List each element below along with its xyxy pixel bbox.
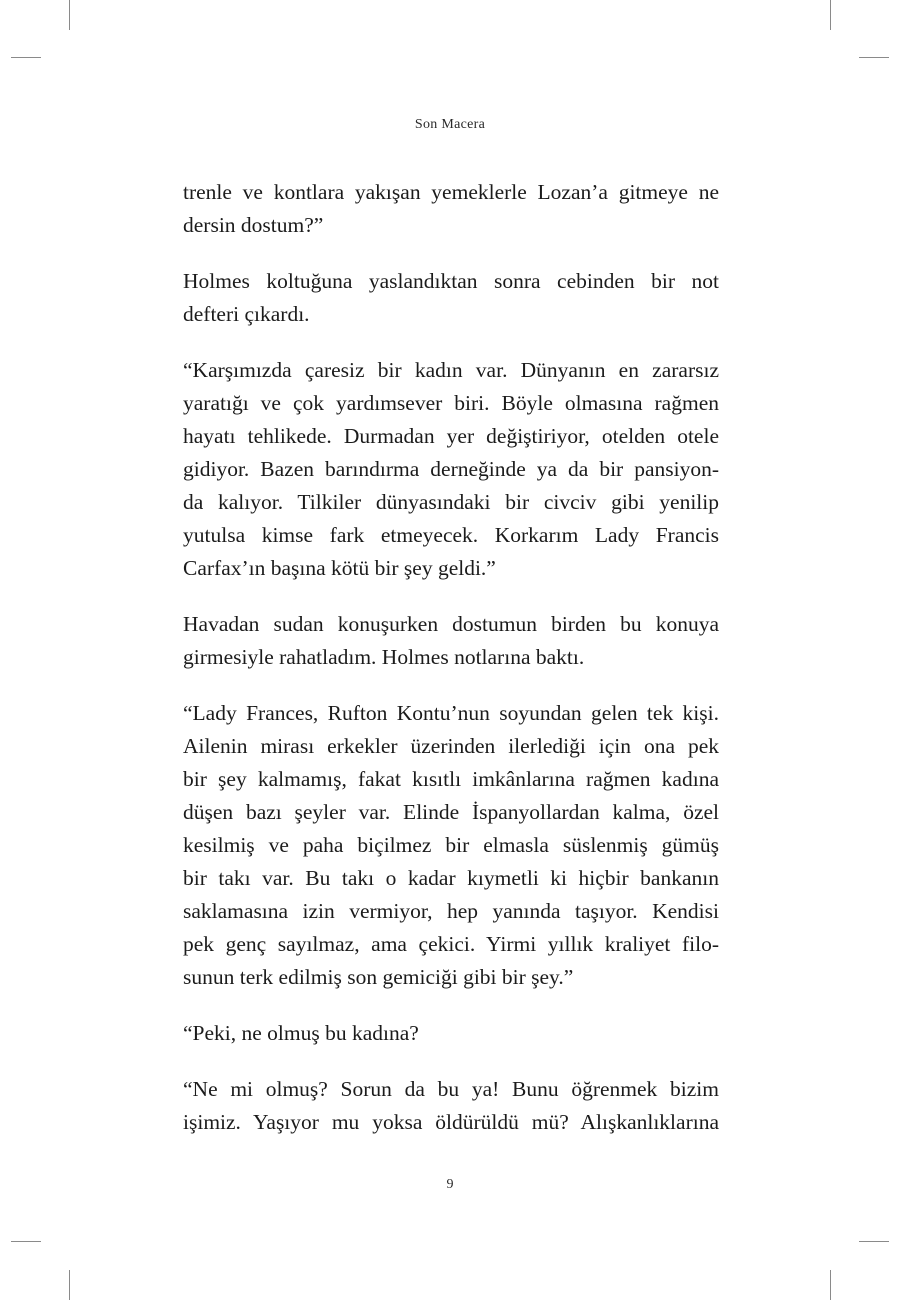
crop-mark-top-right-vertical (830, 0, 831, 30)
paragraph (183, 265, 719, 331)
crop-mark-bottom-right-horizontal (859, 1241, 889, 1242)
text-line: pek genç sayılmaz, ama çekici. Yirmi yıllık kraliyet filo- (183, 932, 719, 956)
text-line: “Ne mi olmuş? Sorun da bu ya! Bunu öğrenmek bizim (183, 1077, 719, 1101)
text-line: düşen bazı şeyler var. Elinde İspanyollardan kalma, özel (183, 800, 719, 824)
text-line: “Karşımızda çaresiz bir kadın var. Dünyanın en zararsız (183, 358, 719, 382)
text-line: Ailenin mirası erkekler üzerinden ilerlediği için ona pek (183, 734, 719, 758)
text-line: yutulsa kimse fark etmeyecek. Korkarım Lady Francis (183, 523, 719, 547)
text-line: Carfax’ın başına kötü bir şey geldi.” (183, 556, 496, 580)
crop-mark-top-left-horizontal (11, 57, 41, 58)
text-line: da kalıyor. Tilkiler dünyasındaki bir civciv gibi yenilip (183, 490, 719, 514)
text-line: dersin dostum?” (183, 213, 324, 237)
paragraph (183, 354, 719, 585)
text-line: işimiz. Yaşıyor mu yoksa öldürüldü mü? Alışkanlıklarına (183, 1110, 719, 1134)
text-line: yaratığı ve çok yardımsever biri. Böyle olmasına rağmen (183, 391, 719, 415)
crop-mark-bottom-left-vertical (69, 1270, 70, 1300)
running-head: Son Macera (414, 117, 486, 132)
text-line: Holmes koltuğuna yaslandıktan sonra cebinden bir not (183, 269, 719, 293)
text-line: kesilmiş ve paha biçilmez bir elmasla süslenmiş gümüş (183, 833, 719, 857)
paragraph (183, 608, 719, 674)
page-number: 9 (446, 1177, 454, 1192)
crop-mark-bottom-right-vertical (830, 1270, 831, 1300)
text-line: bir şey kalmamış, fakat kısıtlı imkânlarına rağmen kadına (183, 767, 719, 791)
crop-mark-top-left-vertical (69, 0, 70, 30)
body-text (183, 176, 719, 1162)
paragraph (183, 1073, 719, 1139)
paragraph (183, 176, 719, 242)
paragraph (183, 697, 719, 994)
text-line: bir takı var. Bu takı o kadar kıymetli ki hiçbir bankanın (183, 866, 719, 890)
text-line: saklamasına izin vermiyor, hep yanında taşıyor. Kendisi (183, 899, 719, 923)
paragraph (183, 1017, 719, 1050)
text-line: trenle ve kontlara yakışan yemeklerle Lozan’a gitmeye ne (183, 180, 719, 204)
text-line: hayatı tehlikede. Durmadan yer değiştiriyor, otelden otele (183, 424, 719, 448)
text-line: sunun terk edilmiş son gemiciği gibi bir şey.” (183, 965, 574, 989)
text-line: gidiyor. Bazen barındırma derneğinde ya da bir pansiyon- (183, 457, 719, 481)
crop-mark-top-right-horizontal (859, 57, 889, 58)
text-line: “Peki, ne olmuş bu kadına? (183, 1021, 419, 1045)
crop-mark-bottom-left-horizontal (11, 1241, 41, 1242)
text-line: “Lady Frances, Rufton Kontu’nun soyundan gelen tek kişi. (183, 701, 719, 725)
text-line: Havadan sudan konuşurken dostumun birden bu konuya (183, 612, 719, 636)
text-line: defteri çıkardı. (183, 302, 310, 326)
text-line: girmesiyle rahatladım. Holmes notlarına baktı. (183, 645, 585, 669)
